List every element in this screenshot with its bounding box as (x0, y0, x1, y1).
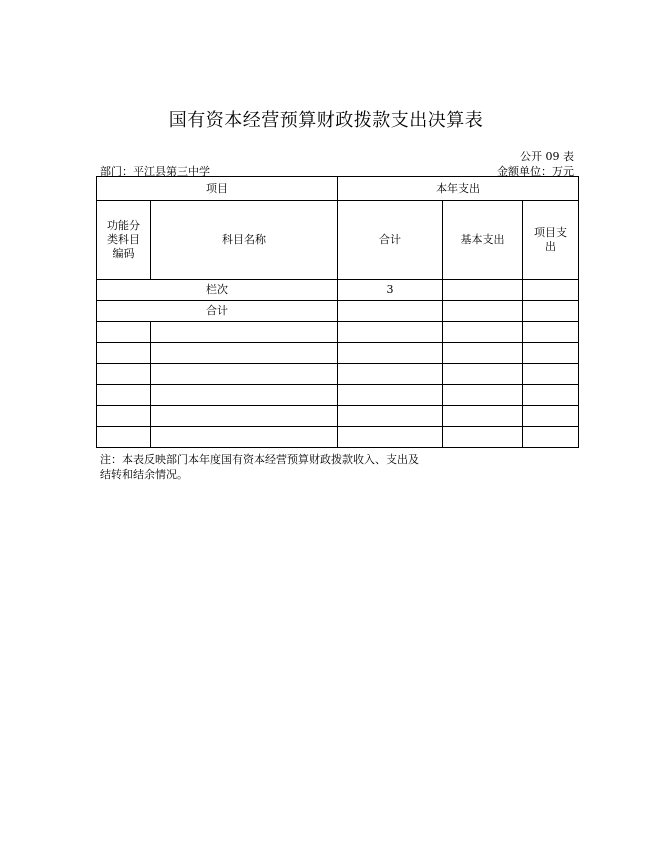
col-basic-expenditure: 基本支出 (443, 201, 523, 280)
table-cell (443, 322, 523, 343)
table-cell (338, 322, 443, 343)
table-cell (151, 385, 338, 406)
column-number-project (523, 280, 579, 301)
table-cell (523, 427, 579, 448)
table-cell (523, 406, 579, 427)
table-cell (151, 427, 338, 448)
table-cell (151, 322, 338, 343)
total-label: 合计 (97, 301, 338, 322)
table-cell (523, 343, 579, 364)
col-function-code (97, 201, 151, 280)
table-cell (523, 322, 579, 343)
col-subject-name: 科目名称 (151, 201, 338, 280)
col-function-code-line3: 编码 (112, 247, 135, 260)
table-cell (338, 343, 443, 364)
col-function-code-line1: 功能分 (107, 219, 140, 232)
table-cell (443, 385, 523, 406)
table-cell (338, 427, 443, 448)
total-amount (338, 301, 443, 322)
table-row (97, 427, 579, 448)
table-cell (151, 406, 338, 427)
table-cell (151, 343, 338, 364)
table-row (97, 406, 579, 427)
footnote-line1: 注：本表反映部门本年度国有资本经营预算财政拨款收入、支出及 (100, 453, 419, 466)
table-cell (97, 364, 151, 385)
table-cell (443, 406, 523, 427)
table-row (97, 364, 579, 385)
col-total: 合计 (338, 201, 443, 280)
department-label: 部门：平江县第三中学 (100, 165, 210, 178)
form-number: 公开 09 表 (520, 150, 574, 163)
column-number-basic (443, 280, 523, 301)
table-cell (151, 364, 338, 385)
amount-unit-label: 金额单位：万元 (497, 165, 574, 178)
header-project: 项目 (97, 177, 338, 201)
table-cell (97, 406, 151, 427)
col-project-line1: 项目支 (534, 226, 567, 239)
table-cell (97, 343, 151, 364)
page-title: 国有资本经营预算财政拨款支出决算表 (168, 110, 484, 131)
col-project-expenditure (523, 201, 579, 280)
table-cell (97, 322, 151, 343)
column-number-row (97, 280, 579, 301)
table-cell (338, 364, 443, 385)
table-cell (338, 406, 443, 427)
table-cell (443, 364, 523, 385)
total-basic (443, 301, 523, 322)
total-row (97, 301, 579, 322)
table-row (97, 343, 579, 364)
footnote-line2: 结转和结余情况。 (100, 468, 188, 481)
table-cell (338, 385, 443, 406)
column-number-value: 3 (338, 280, 443, 301)
col-function-code-line2: 类科目 (107, 233, 140, 246)
expenditure-table (96, 176, 579, 448)
header-row-2 (97, 201, 579, 280)
table-cell (443, 343, 523, 364)
total-project (523, 301, 579, 322)
header-row-1 (97, 177, 579, 201)
table-cell (443, 427, 523, 448)
table-row (97, 322, 579, 343)
table-cell (523, 364, 579, 385)
col-project-line2: 出 (545, 240, 556, 253)
table-cell (97, 385, 151, 406)
table-row (97, 385, 579, 406)
footnote (100, 452, 460, 482)
table-cell (97, 427, 151, 448)
header-current-year: 本年支出 (338, 177, 579, 201)
column-number-label: 栏次 (97, 280, 338, 301)
table-cell (523, 385, 579, 406)
